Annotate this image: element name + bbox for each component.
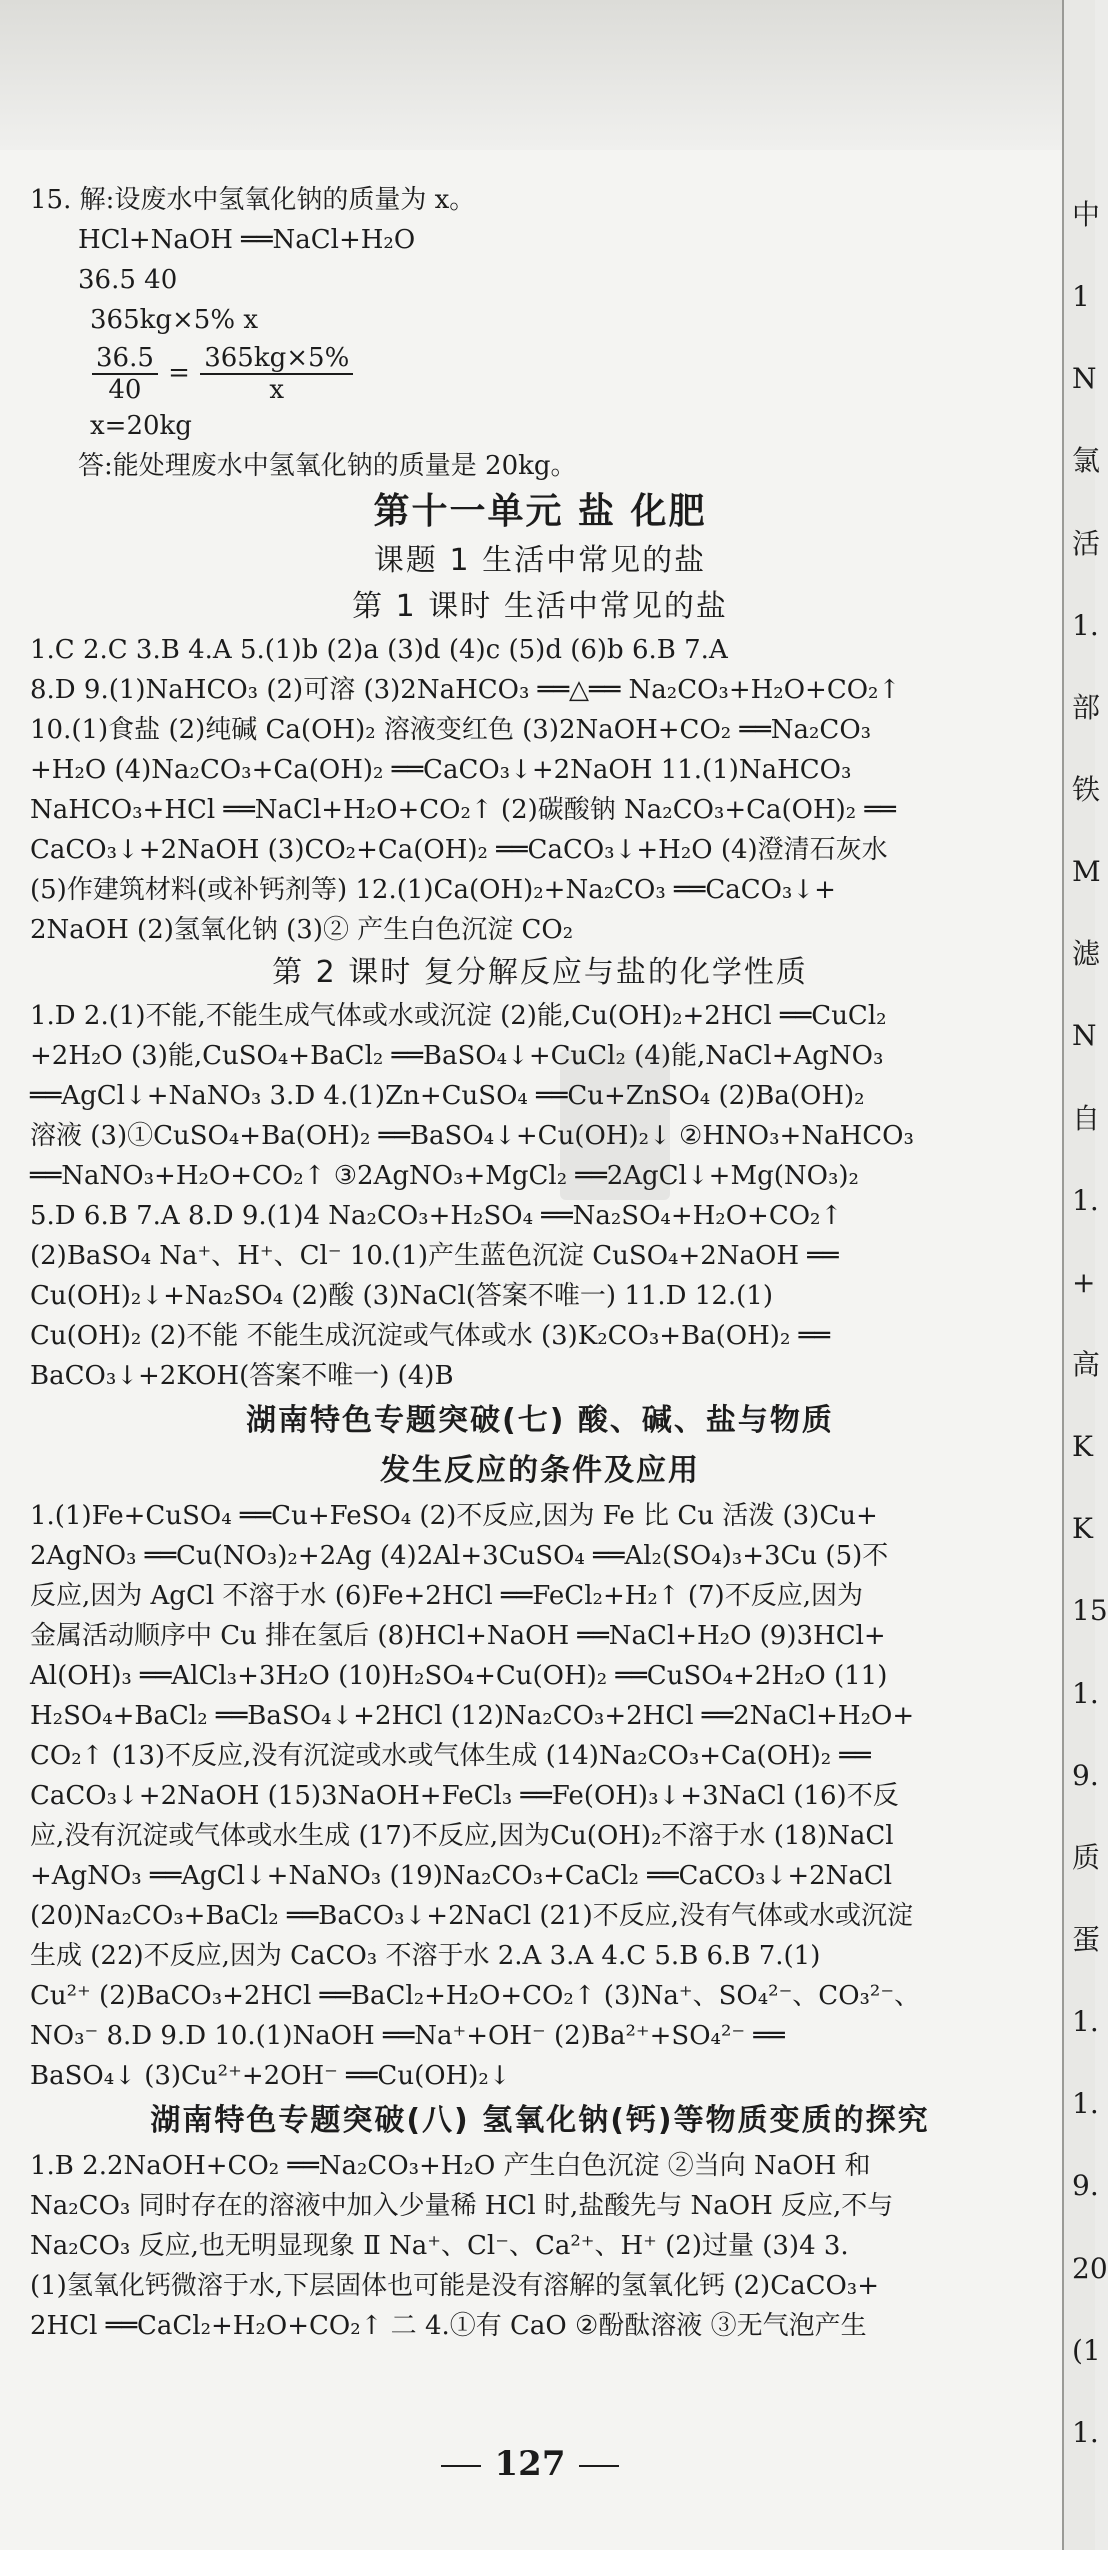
special7-line: 金属活动顺序中 Cu 排在氢后 (8)HCl+NaOH ══NaCl+H₂O (9)3HCl+ [30,1621,886,1651]
special7-line: 2AgNO₃ ══Cu(NO₃)₂+2Ag (4)2Al+3CuSO₄ ══Al₂(SO₄)₃+3Cu (5)不 [30,1541,889,1571]
lesson-title: 课题 1 生活中常见的盐 [373,543,707,578]
adjacent-page-fragment: K [1072,1430,1093,1464]
period2-line: ══NaNO₃+H₂O+CO₂↑ ③2AgNO₃+MgCl₂ ══2AgCl↓+Mg(NO₃)₂ [30,1161,859,1191]
period2-line: Cu(OH)₂ (2)不能 不能生成沉淀或气体或水 (3)K₂CO₃+Ba(OH)₂ ══ [30,1321,830,1351]
period2-answers [30,996,1050,1396]
adjacent-page-fragment: N [1072,1019,1097,1053]
adjacent-page-fragment: N [1072,362,1097,396]
page-footer [0,2440,1060,2488]
adjacent-page-fragment: 1. [1072,1676,1099,1710]
unit-title: 第十一单元 盐 化肥 [373,491,707,532]
period2-line: 5.D 6.B 7.A 8.D 9.(1)4 Na₂CO₃+H₂SO₄ ══Na₂SO₄+H₂O+CO₂↑ [30,1201,843,1231]
adjacent-page-fragment: (1 [1072,2333,1101,2367]
adjacent-page-fragment: 20 [1072,2251,1108,2285]
special7-line: H₂SO₄+BaCl₂ ══BaSO₄↓+2HCl (12)Na₂CO₃+2HCl ══2NaCl+H₂O+ [30,1701,915,1731]
special7-line: 反应,因为 AgCl 不溶于水 (6)Fe+2HCl ══FeCl₂+H₂↑ (7)不反应,因为 [30,1581,863,1611]
special7-title: 湖南特色专题突破(七) 酸、碱、盐与物质 [246,1403,834,1438]
page-number: 127 [494,2444,566,2484]
period1-line: 1.C 2.C 3.B 4.A 5.(1)b (2)a (3)d (4)c (5)d (6)b 6.B 7.A [30,635,728,665]
adjacent-page-fragment: 1 [1072,280,1090,314]
adjacent-page-fragment: + [1072,1265,1096,1299]
adjacent-page-fragment: 9. [1072,1758,1099,1792]
adjacent-page-fragment: M [1072,855,1101,889]
period2-line: 1.D 2.(1)不能,不能生成气体或水或沉淀 (2)能,Cu(OH)₂+2HCl ══CuCl₂ [30,1001,887,1031]
adjacent-page-fragment: 铁 [1072,773,1101,806]
adjacent-page-fragment: 滤 [1072,937,1101,971]
problem15-answer: 答:能处理废水中氢氧化钠的质量是 20kg。 [78,451,577,481]
special7-line: CO₂↑ (13)不反应,没有沉淀或水或气体生成 (14)Na₂CO₃+Ca(OH)₂ ══ [30,1741,871,1771]
adjacent-page-fragment: 1. [1072,2005,1099,2039]
special7-subtitle: 发生反应的条件及应用 [380,1453,700,1488]
period2-line: 溶液 (3)①CuSO₄+Ba(OH)₂ ══BaSO₄↓+Cu(OH)₂↓ ②HNO₃+NaHCO₃ [30,1121,914,1151]
period2-title: 第 2 课时 复分解反应与盐的化学性质 [272,955,808,990]
period1-line: 8.D 9.(1)NaHCO₃ (2)可溶 (3)2NaHCO₃ ══△══ Na₂CO₃+H₂O+CO₂↑ [30,675,901,705]
special7-line: 生成 (22)不反应,因为 CaCO₃ 不溶于水 2.A 3.A 4.C 5.B 6.B 7.(1) [30,1941,821,1971]
special7-line: (20)Na₂CO₃+BaCl₂ ══BaCO₃↓+2NaCl (21)不反应,没有气体或水或沉淀 [30,1901,913,1931]
problem15-line1: 15. 解:设废水中氢氧化钠的质量为 x。 [30,185,476,215]
adjacent-page-fragment: 1. [1072,2415,1099,2449]
problem15-mass-ratio: 36.5 40 [78,265,178,295]
special7-line: 1.(1)Fe+CuSO₄ ══Cu+FeSO₄ (2)不反应,因为 Fe 比 Cu 活泼 (3)Cu+ [30,1501,878,1531]
special8-line: Na₂CO₃ 同时存在的溶液中加入少量稀 HCl 时,盐酸先与 NaOH 反应,不与 [30,2191,894,2221]
adjacent-page-fragment: 质 [1072,1840,1101,1874]
adjacent-page-fragment: 中 [1072,198,1101,231]
period1-line: (5)作建筑材料(或补钙剂等) 12.(1)Ca(OH)₂+Na₂CO₃ ══CaCO₃↓+ [30,875,836,905]
problem15-result: x=20kg [90,411,192,441]
special7-line: NO₃⁻ 8.D 9.D 10.(1)NaOH ══Na⁺+OH⁻ (2)Ba²⁺+SO₄²⁻ ══ [30,2021,785,2051]
period1-line: NaHCO₃+HCl ══NaCl+H₂O+CO₂↑ (2)碳酸钠 Na₂CO₃+Ca(OH)₂ ══ [30,795,896,825]
adjacent-page-fragment: 高 [1072,1348,1101,1381]
special8-title: 湖南特色专题突破(八) 氢氧化钠(钙)等物质变质的探究 [150,2103,930,2138]
adjacent-page-fragment: K [1072,1512,1093,1546]
period1-answers [30,630,1050,950]
special8-line: (1)氢氧化钙微溶于水,下层固体也可能是没有溶解的氢氧化钙 (2)CaCO₃+ [30,2271,879,2301]
period2-line: Cu(OH)₂↓+Na₂SO₄ (2)酸 (3)NaCl(答案不唯一) 11.D 12.(1) [30,1281,773,1311]
special7-line: Cu²⁺ (2)BaCO₃+2HCl ══BaCl₂+H₂O+CO₂↑ (3)Na⁺、SO₄²⁻、CO₃²⁻、 [30,1981,921,2011]
adjacent-page-fragment: 9. [1072,2169,1099,2203]
special7-line: +AgNO₃ ══AgCl↓+NaNO₃ (19)Na₂CO₃+CaCl₂ ══CaCO₃↓+2NaCl [30,1861,893,1891]
period1-title: 第 1 课时 生活中常见的盐 [352,589,728,624]
special7-line: 应,没有沉淀或气体或水生成 (17)不反应,因为Cu(OH)₂不溶于水 (18)NaCl [30,1821,894,1851]
equals-sign: = [168,358,190,388]
period2-line: ══AgCl↓+NaNO₃ 3.D 4.(1)Zn+CuSO₄ ══Cu+ZnSO₄ (2)Ba(OH)₂ [30,1081,865,1111]
special7-line: Al(OH)₃ ══AlCl₃+3H₂O (10)H₂SO₄+Cu(OH)₂ ══CuSO₄+2H₂O (11) [30,1661,888,1691]
adjacent-page-edge [1062,0,1108,2550]
period1-line: CaCO₃↓+2NaOH (3)CO₂+Ca(OH)₂ ══CaCO₃↓+H₂O (4)澄清石灰水 [30,835,888,865]
fraction-right: $\frac{365kg\times 5\%}{x}$ [200,343,353,405]
special7-line: BaSO₄↓ (3)Cu²⁺+2OH⁻ ══Cu(OH)₂↓ [30,2061,511,2091]
period2-line: BaCO₃↓+2KOH(答案不唯一) (4)B [30,1361,454,1391]
period1-line: +H₂O (4)Na₂CO₃+Ca(OH)₂ ══CaCO₃↓+2NaOH 11.(1)NaHCO₃ [30,755,852,785]
special7-line: CaCO₃↓+2NaOH (15)3NaOH+FeCl₃ ══Fe(OH)₃↓+3NaCl (16)不反 [30,1781,899,1811]
problem15-equation: HCl+NaOH ══NaCl+H₂O [78,225,416,255]
adjacent-page-fragment: 1. [1072,2087,1099,2121]
footer-dash-right [579,2465,619,2467]
adjacent-page-fragment: 氯 [1072,444,1101,478]
special8-answers [30,2146,1050,2346]
adjacent-page-fragment: 活 [1072,526,1101,560]
adjacent-page-fragment: 蛋 [1072,1923,1101,1956]
adjacent-page-fragment: 1. [1072,608,1099,642]
period1-line: 10.(1)食盐 (2)纯碱 Ca(OH)₂ 溶液变红色 (3)2NaOH+CO₂ ══Na₂CO₃ [30,715,872,745]
footer-dash-left [441,2465,481,2467]
special7-answers [30,1496,1050,2096]
problem15-proportion [30,340,1050,406]
answer-content [30,180,1050,2346]
special8-line: 2HCl ══CaCl₂+H₂O+CO₂↑ 二 4.①有 CaO ②酚酞溶液 ③无气泡产生 [30,2311,867,2341]
period2-line: (2)BaSO₄ Na⁺、H⁺、Cl⁻ 10.(1)产生蓝色沉淀 CuSO₄+2NaOH ══ [30,1241,839,1271]
period1-line: 2NaOH (2)氢氧化钠 (3)② 产生白色沉淀 CO₂ [30,915,574,945]
problem15-known: 365kg×5% x [90,305,258,335]
special8-line: 1.B 2.2NaOH+CO₂ ══Na₂CO₃+H₂O 产生白色沉淀 ②当向 NaOH 和 [30,2151,871,2181]
adjacent-page-fragment: 部 [1072,690,1101,724]
adjacent-page-fragment: 15 [1072,1594,1108,1628]
page-top-shadow [0,0,1093,150]
period2-line: +2H₂O (3)能,CuSO₄+BaCl₂ ══BaSO₄↓+CuCl₂ (4)能,NaCl+AgNO₃ [30,1041,884,1071]
adjacent-page-fragment: 1. [1072,1183,1099,1217]
adjacent-page-fragment: 自 [1072,1101,1101,1135]
special8-line: Na₂CO₃ 反应,也无明显现象 Ⅱ Na⁺、Cl⁻、Ca²⁺、H⁺ (2)过量 (3)4 3. [30,2231,849,2261]
fraction-left: $\frac{36.5}{40}$ [92,343,158,405]
